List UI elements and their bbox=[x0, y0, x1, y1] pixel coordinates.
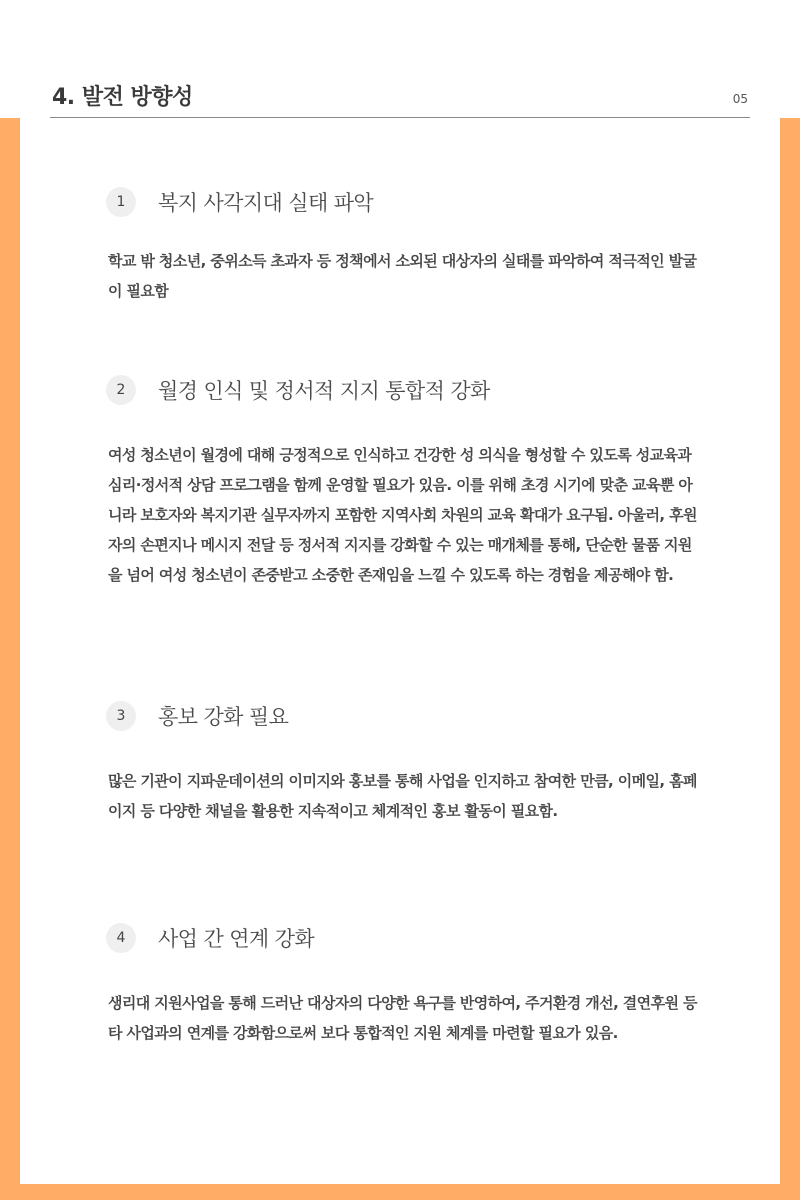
page-title: 4. 발전 방향성 bbox=[52, 85, 193, 110]
section-number-badge: 1 bbox=[106, 187, 136, 217]
section-3 bbox=[106, 700, 706, 826]
section-2 bbox=[106, 374, 706, 590]
section-body: 생리대 지원사업을 통해 드러난 대상자의 다양한 욕구를 반영하여, 주거환경 개선, 결연후원 등 타 사업과의 연계를 강화함으로써 보다 통합적인 지원 체계를 마련할 필요가 있음. bbox=[108, 994, 697, 1042]
section-title: 복지 사각지대 실태 파악 bbox=[158, 191, 374, 215]
section-number-badge: 3 bbox=[106, 701, 136, 731]
section-4 bbox=[106, 922, 706, 1048]
section-body: 많은 기관이 지파운데이션의 이미지와 홍보를 통해 사업을 인지하고 참여한 만큼, 이메일, 홈페이지 등 다양한 채널을 활용한 지속적이고 체계적인 홍보 활동이 필요함. bbox=[108, 772, 697, 820]
section-body: 학교 밖 청소년, 중위소득 초과자 등 정책에서 소외된 대상자의 실태를 파악하여 적극적인 발굴이 필요함 bbox=[108, 252, 697, 300]
page-header bbox=[0, 0, 800, 118]
section-number-badge: 4 bbox=[106, 923, 136, 953]
section-header bbox=[106, 700, 706, 732]
section-title: 월경 인식 및 정서적 지지 통합적 강화 bbox=[158, 379, 490, 403]
section-1 bbox=[106, 186, 706, 306]
section-header bbox=[106, 374, 706, 406]
section-title: 홍보 강화 필요 bbox=[158, 705, 289, 729]
orange-frame bbox=[0, 118, 800, 1200]
section-body: 여성 청소년이 월경에 대해 긍정적으로 인식하고 건강한 성 의식을 형성할 수 있도록 성교육과 심리·정서적 상담 프로그램을 함께 운영할 필요가 있음. 이를 위해 초경 시기에 맞춘 교육뿐 아니라 보호자와 복지기관 실무자까지 포함한 지역사회 차원의 교육 확대가 요구됨. 아울러, 후원자의 손편지나 메시지 전달 등 정서적 지지를 강화할 수 있는 매개체를 통해, 단순한 물품 지원을 넘어 여성 청소년이 존중받고 소중한 존재임을 느낄 수 있도록 하는 경험을 제공해야 함. bbox=[108, 446, 697, 584]
section-title: 사업 간 연계 강화 bbox=[158, 927, 315, 951]
page-number: 05 bbox=[732, 92, 748, 106]
content-panel bbox=[20, 118, 780, 1184]
section-header bbox=[106, 922, 706, 954]
section-header bbox=[106, 186, 706, 218]
section-number-badge: 2 bbox=[106, 375, 136, 405]
